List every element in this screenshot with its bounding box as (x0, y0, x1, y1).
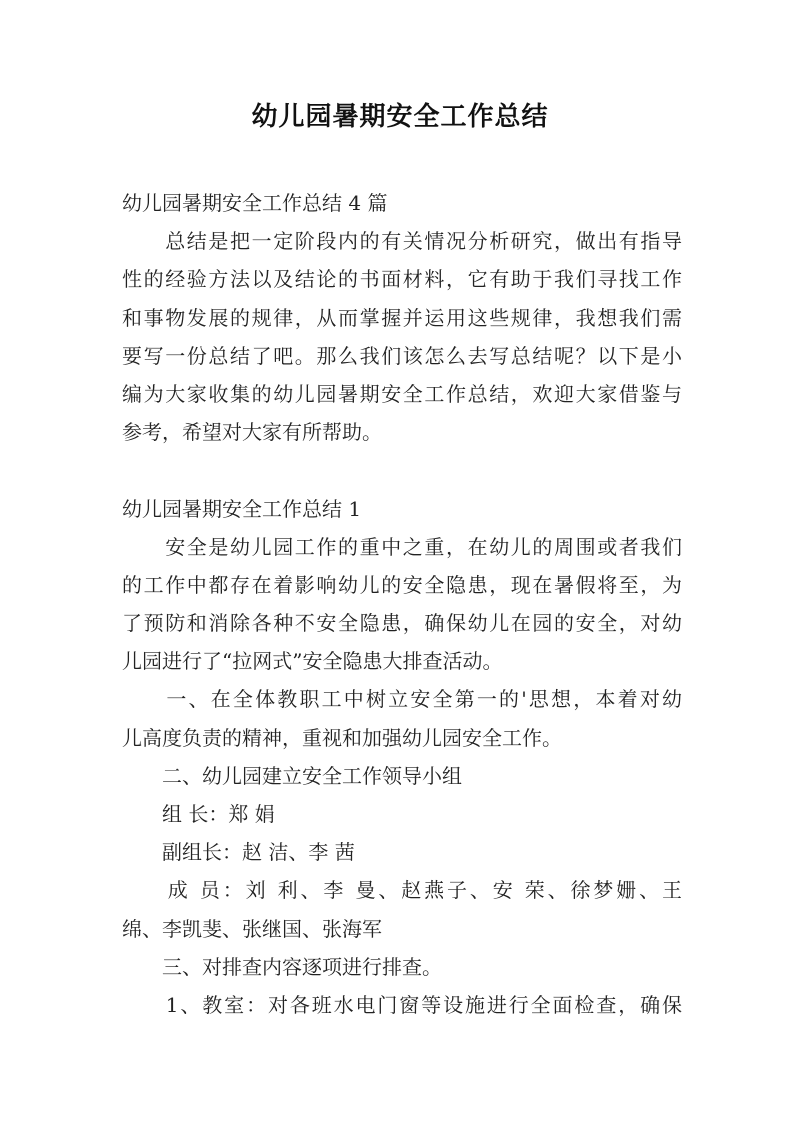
text-line: 1、教室：对各班水电门窗等设施进行全面检查，确保 (122, 992, 682, 1017)
blank-line (122, 451, 682, 489)
text-line: 绵、李凯斐、张继国、张海军 (122, 916, 382, 941)
text-line: 和事物发展的规律，从而掌握并运用这些规律，我想我们需 (122, 305, 682, 330)
section-heading: 幼儿园暑期安全工作总结 4 篇 (122, 191, 388, 215)
text-line: 总结是把一定阶段内的有关情况分析研究，做出有指导 (122, 229, 682, 254)
text-line: 儿高度负责的精神，重视和加强幼儿园安全工作。 (122, 725, 562, 750)
text-line: 了预防和消除各种不安全隐患，确保幼儿在园的安全，对幼 (122, 611, 682, 636)
text-line: 组 长：郑 娟 (122, 802, 275, 826)
text-line: 成 员：刘 利、李 曼、赵燕子、安 荣、徐梦姗、王 (122, 878, 682, 903)
section-heading: 幼儿园暑期安全工作总结 1 (122, 496, 362, 521)
text-line: 三、对排查内容逐项进行排查。 (122, 954, 442, 979)
text-line: 编为大家收集的幼儿园暑期安全工作总结，欢迎大家借鉴与 (122, 381, 682, 406)
document-body (122, 184, 682, 1024)
text-line: 一、在全体教职工中树立安全第一的'思想，本着对幼 (122, 687, 682, 712)
text-line: 要写一份总结了吧。那么我们该怎么去写总结呢？以下是小 (122, 343, 682, 368)
document-title: 幼儿园暑期安全工作总结 (251, 102, 549, 132)
text-line: 安全是幼儿园工作的重中之重，在幼儿的周围或者我们 (122, 534, 682, 559)
text-line: 儿园进行了“拉网式”安全隐患大排查活动。 (122, 649, 503, 674)
text-line: 性的经验方法以及结论的书面材料，它有助于我们寻找工作 (122, 267, 682, 292)
text-line: 参考，希望对大家有所帮助。 (122, 420, 382, 445)
text-line: 的工作中都存在着影响幼儿的安全隐患，现在暑假将至，为 (122, 572, 682, 597)
text-line: 副组长：赵 洁、李 茜 (122, 840, 355, 865)
text-line: 二、幼儿园建立安全工作领导小组 (122, 763, 462, 788)
